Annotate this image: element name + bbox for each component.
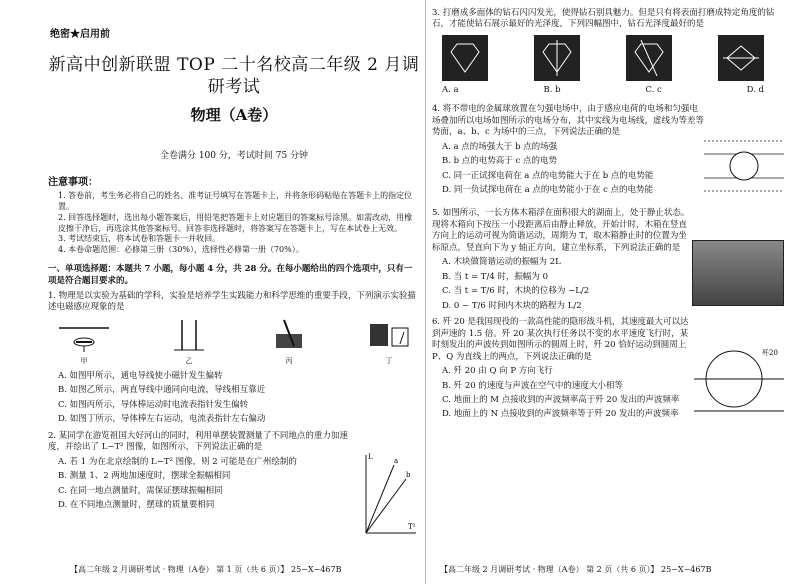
exam-title: 新高中创新联盟 TOP 二十名校高二年级 2 月调研考试	[48, 54, 420, 98]
q4-option-b: B. b 点的电势高于 c 点的电势	[442, 156, 557, 167]
question-4-stem: 4. 将不带电的金属球放置在匀强电场中，由于感应电荷的电场和匀强电场叠加所以电场如图所示的电场分布，其中实线为电场线，虚线为等差等势面，a、b、c 为场中的三点，下列说法正确的是	[432, 104, 705, 138]
wooden-box-photo	[692, 240, 784, 306]
diamond-label: B. b	[543, 84, 561, 95]
graph-axis-y: L	[368, 452, 373, 461]
notice-item: 3. 考试结束后，将本试卷和答题卡一并收回。	[58, 234, 221, 244]
question-6-text	[432, 315, 694, 424]
question-2-text	[48, 429, 360, 539]
question-3-stem: 3. 打磨成多面体的钻石闪闪发光，使得钻石别具魅力。但是只有将表面打磨成特定角度的钻石，才能使钻石展示最好的光泽度，下列四幅图中，钻石光泽度最好的是	[432, 8, 775, 30]
compass-wire-icon	[54, 318, 114, 354]
figure-label: 丁	[385, 357, 393, 366]
question-2-stem: 2. 某同学在游览祖国大好河山的同时，利用单摆装置测量了不同地点的重力加速度，并绘出了 L−T² 图像，如图所示，下列说法正确的是	[48, 430, 348, 453]
parallel-wires-icon	[164, 318, 214, 354]
exam-subtitle: 物理（A卷）	[190, 106, 278, 125]
jet-label: 歼20	[762, 349, 778, 358]
figure-label: 乙	[185, 357, 193, 366]
graph-line-a: a	[394, 456, 399, 465]
diamond-label: A. a	[442, 84, 459, 95]
figure-label: 甲	[80, 357, 88, 366]
question-5	[432, 206, 784, 315]
q5-option-d: D. 0 ~ T/6 时间内木块的路程为 L/2	[442, 300, 582, 311]
right-page	[432, 6, 784, 424]
diamond-figures	[442, 35, 764, 81]
diamond-label: C. c	[645, 84, 662, 95]
question-5-text	[432, 206, 692, 315]
footer-left: 【高二年级 2 月调研考试 · 物理（A卷） 第 1 页（共 6 页）】 25−X−467B	[70, 565, 342, 575]
notice-item: 2. 回答选择题时，选出每小题答案后，用铅笔把答题卡上对应题目的答案标号涂黑。如需改动，用橡皮擦干净后，再选涂其他答案标号。回答非选择题时，将答案写在答题卡上，写在本试卷上无效。	[58, 212, 413, 233]
question-5-stem: 5. 如图所示，一长方体木箱浮在面积很大的湖面上，处于静止状态。现将木箱向下按压一小段距离后由静止释放，开始计时，木箱在竖直方向上的运动可视为简谐运动，周期为 T，取木箱静止时的位置为坐标原点，竖直向下为 y 轴正方向，建立坐标系，下列说法正确的是	[432, 208, 690, 253]
notice-title: 注意事项：	[48, 176, 98, 188]
graph-axis-x: T²	[408, 522, 416, 531]
q6-option-b: B. 歼 20 的速度与声波在空气中的速度大小相等	[442, 380, 623, 391]
graph-line-b: b	[406, 470, 411, 479]
question-6	[432, 315, 784, 424]
q4-option-c: C. 同一正试探电荷在 a 点的电势能大于在 b 点的电势能	[442, 170, 654, 181]
diamond-a	[442, 35, 488, 81]
question-4	[432, 102, 784, 206]
q2-option-c: C. 在同一地点测量时，需保证摆球振幅相同	[58, 485, 223, 496]
q5-option-a: A. 木块做简谐运动的振幅为 2L	[442, 257, 561, 268]
q6-option-d: D. 地面上的 N 点接收到的声波频率等于歼 20 发出的声波频率	[442, 409, 679, 420]
figure-ding	[364, 318, 414, 367]
diamond-icon	[631, 40, 667, 76]
q2-option-b: B. 测量 1、2 两地加速度时，摆球全振幅相同	[58, 471, 231, 482]
l-t2-graph	[360, 449, 420, 539]
q4-option-a: A. a 点的场强大于 b 点的场强	[442, 141, 558, 152]
diamond-icon	[539, 40, 575, 76]
page-divider	[425, 0, 426, 584]
diamond-icon	[447, 40, 483, 76]
notice	[48, 176, 420, 256]
diamond-d	[718, 35, 764, 81]
coil-meter-icon	[364, 318, 414, 354]
exam-info: 全卷满分 100 分，考试时间 75 分钟	[159, 150, 309, 161]
question-1-stem: 1. 物理是以实验为基础的学科，实验是培养学生实践能力和科学思维的重要手段，下列演示实验描述电磁感应现象的是	[48, 290, 416, 313]
q6-option-a: A. 歼 20 由 Q 向 P 方向飞行	[442, 366, 553, 377]
q1-option-b: B. 如图乙所示，两直导线中通同向电流，导线相互靠近	[58, 385, 266, 396]
figure-bing	[264, 318, 314, 367]
q2-option-a: A. 若 1 为在北京绘制的 L−T² 图像，则 2 可能是在广州绘制的	[58, 456, 297, 467]
diamond-label: D. d	[746, 84, 764, 95]
electric-field-diagram	[704, 126, 784, 206]
fighter-jet-diagram	[694, 345, 784, 415]
q4-option-d: D. 同一负试探电荷在 a 点的电势能小于在 c 点的电势能	[442, 185, 654, 196]
left-page	[48, 6, 420, 539]
figure-jia	[54, 318, 114, 367]
figure-yi	[164, 318, 214, 367]
diamond-icon	[723, 40, 759, 76]
question-6-stem: 6. 歼 20 是我国现役的一款高性能的隐形战斗机，其速度最大可以达到声速的 1.5 倍。歼 20 某次执行任务以不变的水平速度飞行时，某时刻发出的声波传到如图所示的圆周上时，歼 20 恰好运动到圆周上 P、Q 为直线上的两点，下列说法正确的是	[432, 317, 689, 362]
figure-label: 丙	[285, 357, 293, 366]
q6-option-c: C. 地面上的 M 点接收到的声波频率高于歼 20 发出的声波频率	[442, 394, 680, 405]
section-heading: 一、单项选择题：本题共 7 小题，每小题 4 分，共 28 分。在每小题给出的四个选项中，只有一项是符合题目要求的。	[48, 264, 413, 286]
q1-option-d: D. 如图丁所示，导体棒左右运动，电流表指针左右偏动	[58, 414, 266, 425]
diamond-c	[626, 35, 672, 81]
secret-label: 绝密★启用前	[50, 29, 110, 40]
footer-right: 【高二年级 2 月调研考试 · 物理（A卷） 第 2 页（共 6 页）】 25−X−467B	[440, 565, 712, 575]
question-2	[48, 429, 420, 539]
diamond-labels	[442, 85, 764, 96]
question-4-text	[432, 102, 704, 206]
q5-option-c: C. 当 t = T/6 时，木块的位移为 −L/2	[442, 286, 590, 297]
q5-option-b: B. 当 t = T/4 时，振幅为 0	[442, 271, 549, 282]
magnet-rod-icon	[264, 318, 314, 354]
q1-option-a: A. 如图甲所示，通电导线使小磁针发生偏转	[58, 370, 223, 381]
notice-item: 1. 答卷前，考生务必将自己的姓名、准考证号填写在答题卡上，并将条形码粘贴在答题卡上的指定位置。	[58, 191, 413, 212]
q1-option-c: C. 如图丙所示，导体棒运动时电流表指针发生偏转	[58, 399, 249, 410]
question-1-figures	[54, 318, 414, 367]
diamond-b	[534, 35, 580, 81]
q2-option-d: D. 在不同地点测量时，摆球的质量要相同	[58, 500, 215, 511]
notice-item: 4. 本卷命题范围：必修第三册（30%），选择性必修第一册（70%）。	[58, 245, 304, 255]
